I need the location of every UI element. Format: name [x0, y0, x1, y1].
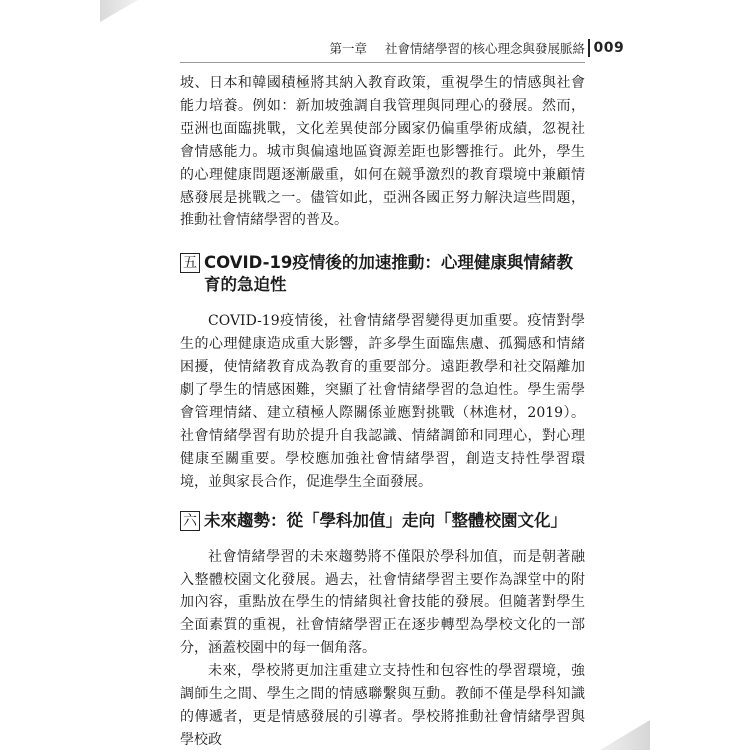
section-5-paragraph-1: COVID-19疫情後，社會情緒學習變得更加重要。疫情對學生的心理健康造成重大影響，許多學生面臨焦慮、孤獨感和情緒困擾，使情緒教育成為教育的重要部分。遠距教學和社交隔離加劇了學生的情感困難，突顯了社會情緒學習的急迫性。學生需學會管理情緒、建立積極人際關係並應對挑戰（林進材，2019）。社會情緒學習有助於提升自我認識、情緒調節和同理心，對心理健康至關重要。學校應加強社會情緒學習，創造支持性學習環境，並與家長合作，促進學生全面發展。 — [180, 313, 585, 490]
chapter-title: 社會情緒學習的核心理念與發展脈絡 — [384, 41, 585, 56]
chapter-label: 第一章 — [329, 41, 367, 56]
section-number-box: 六 — [180, 511, 200, 531]
section-title: 未來趨勢：從「學科加值」走向「整體校園文化」 — [204, 510, 567, 530]
section-6-paragraph-2: 未來，學校將更加注重建立支持性和包容性的學習環境，強調師生之間、學生之間的情感聯繫與互動。教師不僅是學科知識的傳遞者，更是情感發展的引導者。學校將推動社會情緒學習與學校政 — [180, 663, 585, 748]
intro-paragraph: 坡、日本和韓國積極將其納入教育政策，重視學生的情感與社會能力培養。例如：新加坡強調自我管理與同理心的發展。然而，亞洲也面臨挑戰，文化差異使部分國家仍偏重學術成績，忽視社會情感能力。城市與偏遠地區資源差距也影響推行。此外，學生的心理健康問題逐漸嚴重，如何在競爭激烈的教育環境中兼顧情感發展是挑戰之一。儘管如此，亞洲各國正努力解決這些問題，推動社會情緒學習的普及。 — [180, 75, 585, 229]
section-number-box: 五 — [180, 253, 200, 273]
page-number-block — [588, 38, 624, 58]
section-6-paragraph-1: 社會情緒學習的未來趨勢將不僅限於學科加值，而是朝著融入整體校園文化發展。過去，社會情緒學習主要作為課堂中的附加內容，重點放在學生的情緒與社會技能的發展。但隨著對學生全面素質的重視，社會情緒學習正在逐步轉型為學校文化的一部分，涵蓋校園中的每一個角落。 — [180, 548, 585, 657]
page-number: 009 — [593, 40, 625, 56]
page-body — [180, 72, 585, 752]
running-header — [300, 38, 585, 58]
page-number-divider — [588, 39, 590, 57]
section-heading-5 — [180, 252, 585, 296]
section-heading-6 — [180, 510, 585, 532]
section-title: COVID-19疫情後的加速推動：心理健康與情緒教育的急迫性 — [204, 253, 573, 295]
header-rule — [180, 62, 585, 63]
